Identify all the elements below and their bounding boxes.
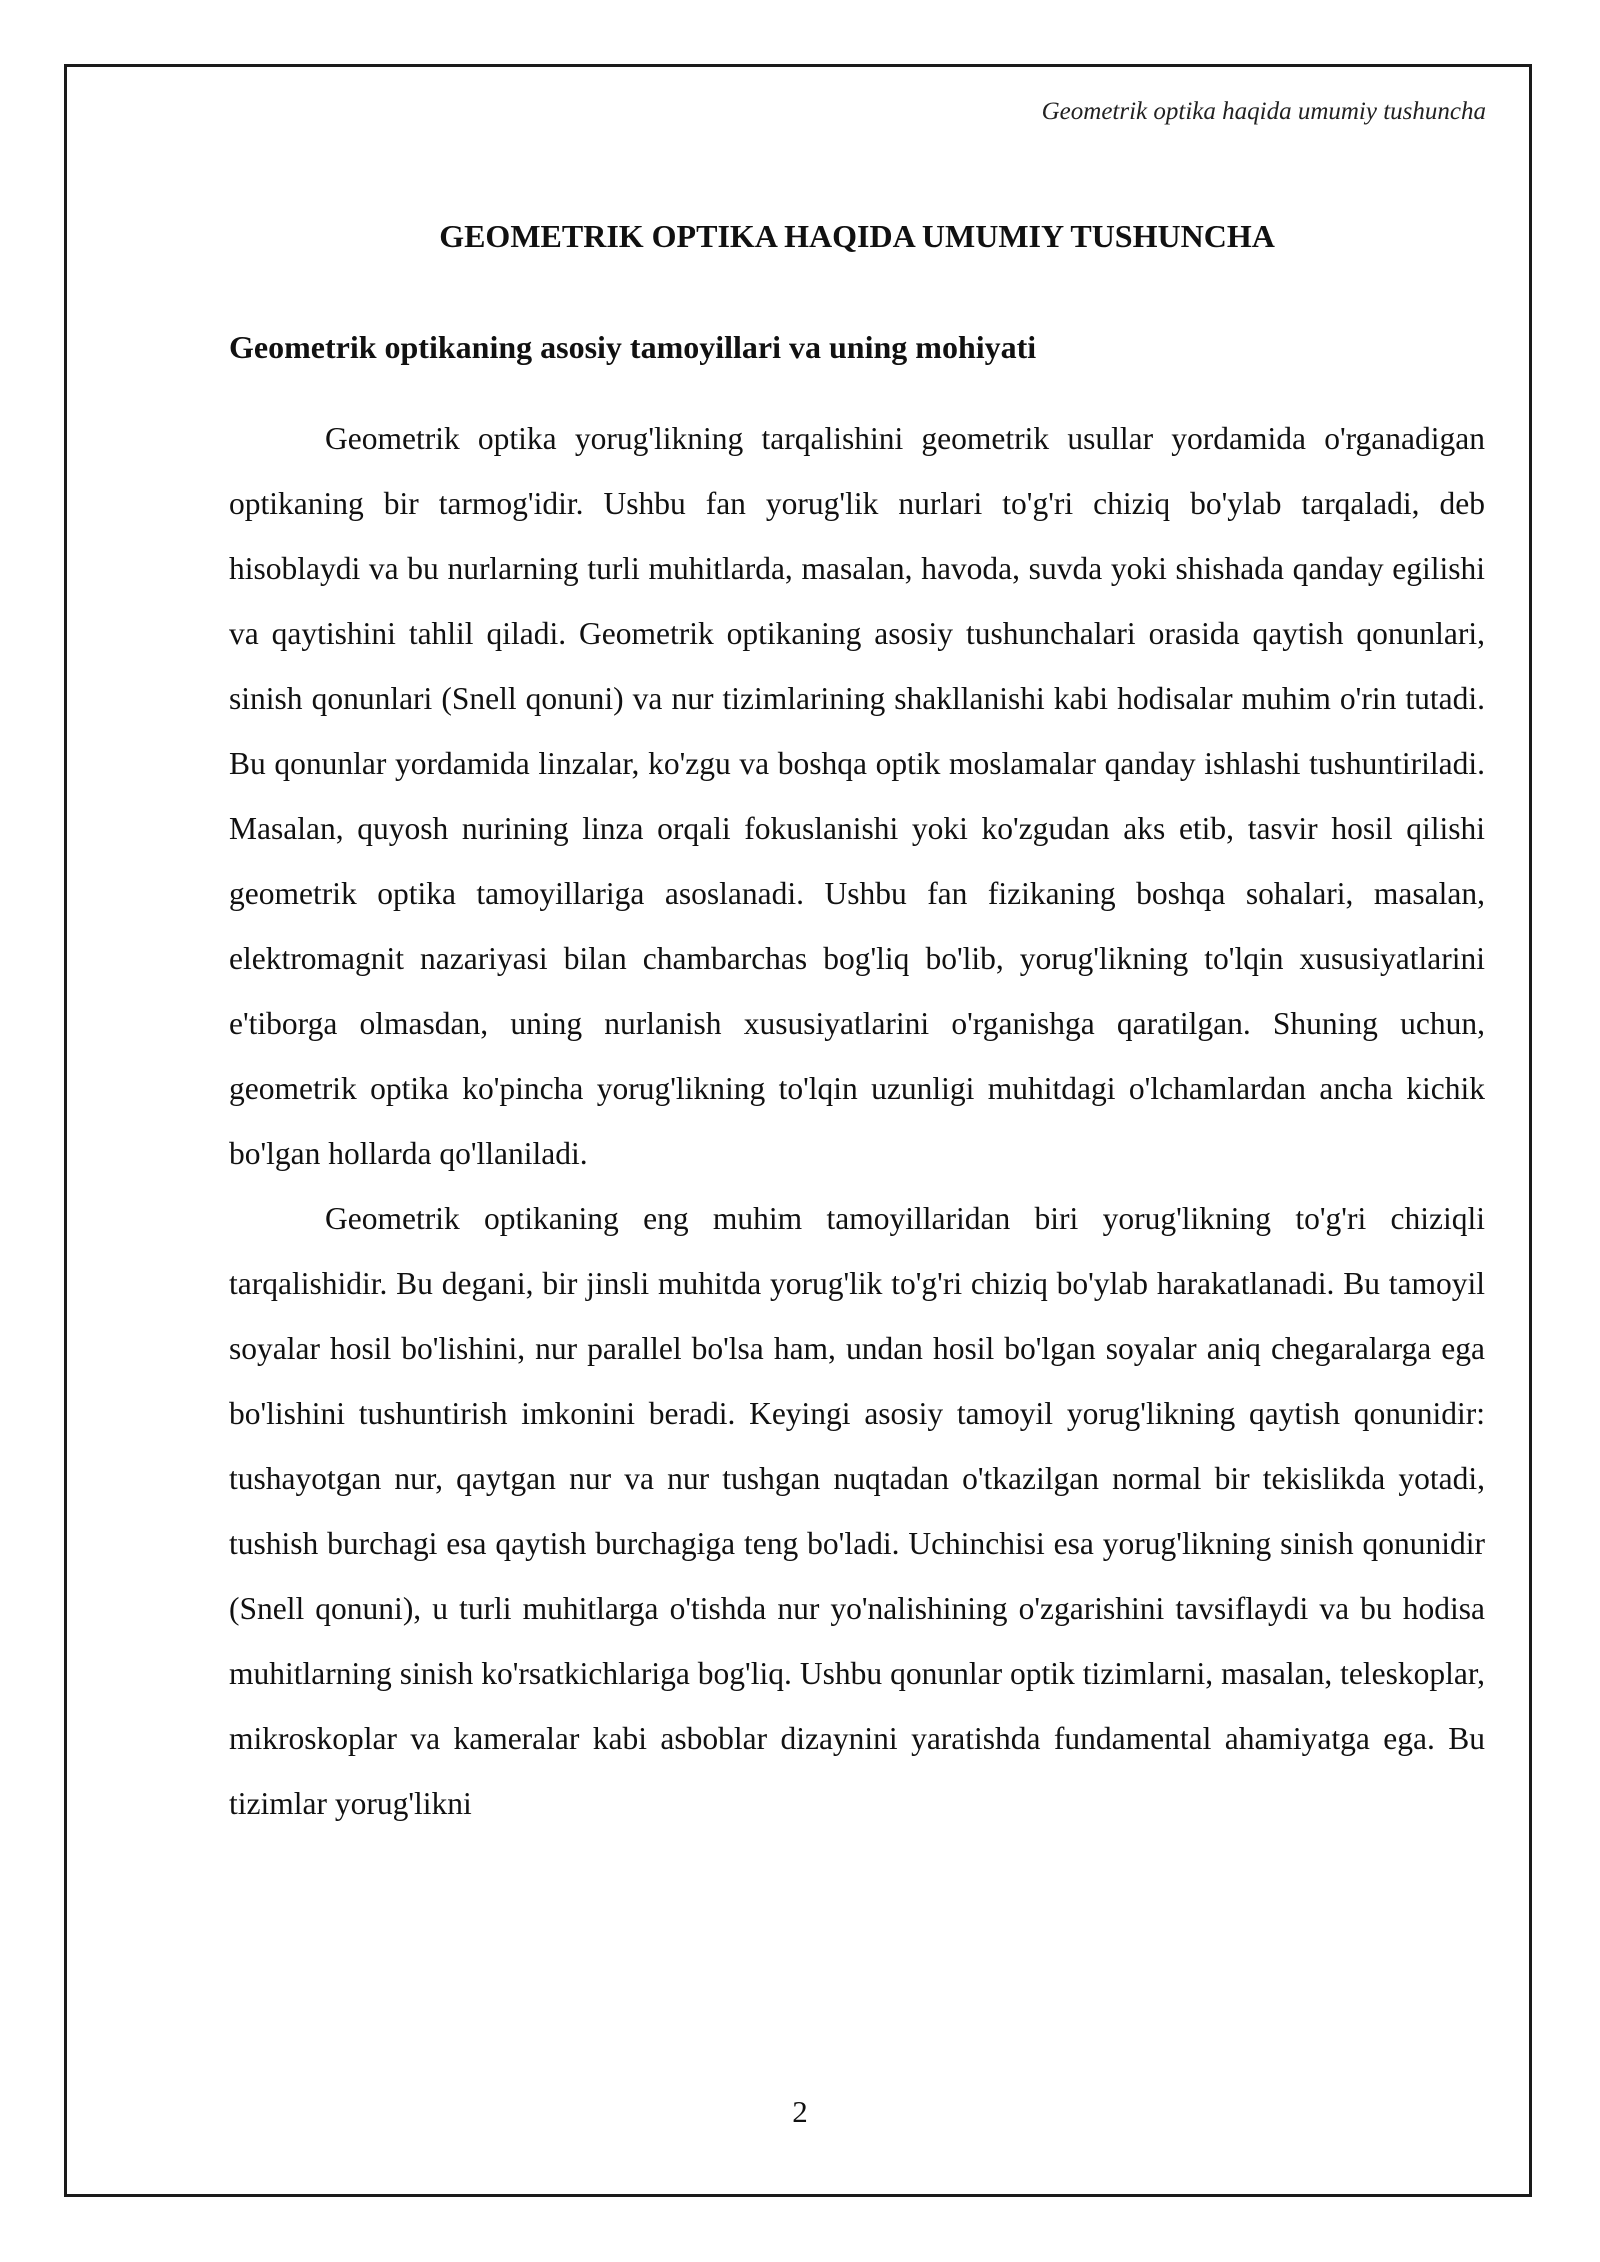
running-header: Geometrik optika haqida umumiy tushuncha — [1041, 98, 1486, 125]
paragraph-1: Geometrik optika yorug'likning tarqalishini geometrik usullar yordamida o'rganadigan optikaning bir tarmog'idir. Ushbu fan yorug'lik nurlari to'g'ri chiziq bo'ylab tarqaladi, deb hisoblaydi va bu nurlarning turli muhitlarda, masalan, havoda, suvda yoki shishada qanday egilishi va qaytishini tahlil qiladi. Geometrik optikaning asosiy tushunchalari orasida qaytish qonunlari, sinish qonunlari (Snell qonuni) va nur tizimlarining shakllanishi kabi hodisalar muhim o'rin tutadi. Bu qonunlar yordamida linzalar, ko'zgu va boshqa optik moslamalar qanday ishlashi tushuntiriladi. Masalan, quyosh nurining linza orqali fokuslanishi yoki ko'zgudan aks etib, tasvir hosil qilishi geometrik optika tamoyillariga asoslanadi. Ushbu fan fizikaning boshqa sohalari, masalan, elektromagnit nazariyasi bilan chambarchas bog'liq bo'lib, yorug'likning to'lqin xususiyatlarini e'tiborga olmasdan, uning nurlanish xususiyatlarini o'rganishga qaratilgan. Shuning uchun, geometrik optika ko'pincha yorug'likning to'lqin uzunligi muhitdagi o'lchamlardan ancha kichik bo'lgan hollarda qo'llaniladi. — [229, 421, 1485, 1171]
page-number: 2 — [792, 2094, 808, 2129]
section-heading: Geometrik optikaning asosiy tamoyillari va uning mohiyati — [229, 329, 1037, 365]
paragraph-2: Geometrik optikaning eng muhim tamoyillaridan biri yorug'likning to'g'ri chiziqli tarqalishidir. Bu degani, bir jinsli muhitda yorug'lik to'g'ri chiziq bo'ylab harakatlanadi. Bu tamoyil soyalar hosil bo'lishini, nur parallel bo'lsa ham, undan hosil bo'lgan soyalar aniq chegaralarga ega bo'lishini tushuntirish imkonini beradi. Keyingi asosiy tamoyil yorug'likning qaytish qonunidir: tushayotgan nur, qaytgan nur va nur tushgan nuqtadan o'tkazilgan normal bir tekislikda yotadi, tushish burchagi esa qaytish burchagiga teng bo'ladi. Uchinchisi esa yorug'likning sinish qonunidir (Snell qonuni), u turli muhitlarga o'tishda nur yo'nalishining o'zgarishini tavsiflaydi va bu hodisa muhitlarning sinish ko'rsatkichlariga bog'liq. Ushbu qonunlar optik tizimlarni, masalan, teleskoplar, mikroskoplar va kameralar kabi asboblar dizaynini yaratishda fundamental ahamiyatga ega. Bu tizimlar yorug'likni — [229, 1201, 1485, 1821]
body-text — [229, 406, 1485, 1836]
document-title: GEOMETRIK OPTIKA HAQIDA UMUMIY TUSHUNCHA — [439, 218, 1275, 254]
